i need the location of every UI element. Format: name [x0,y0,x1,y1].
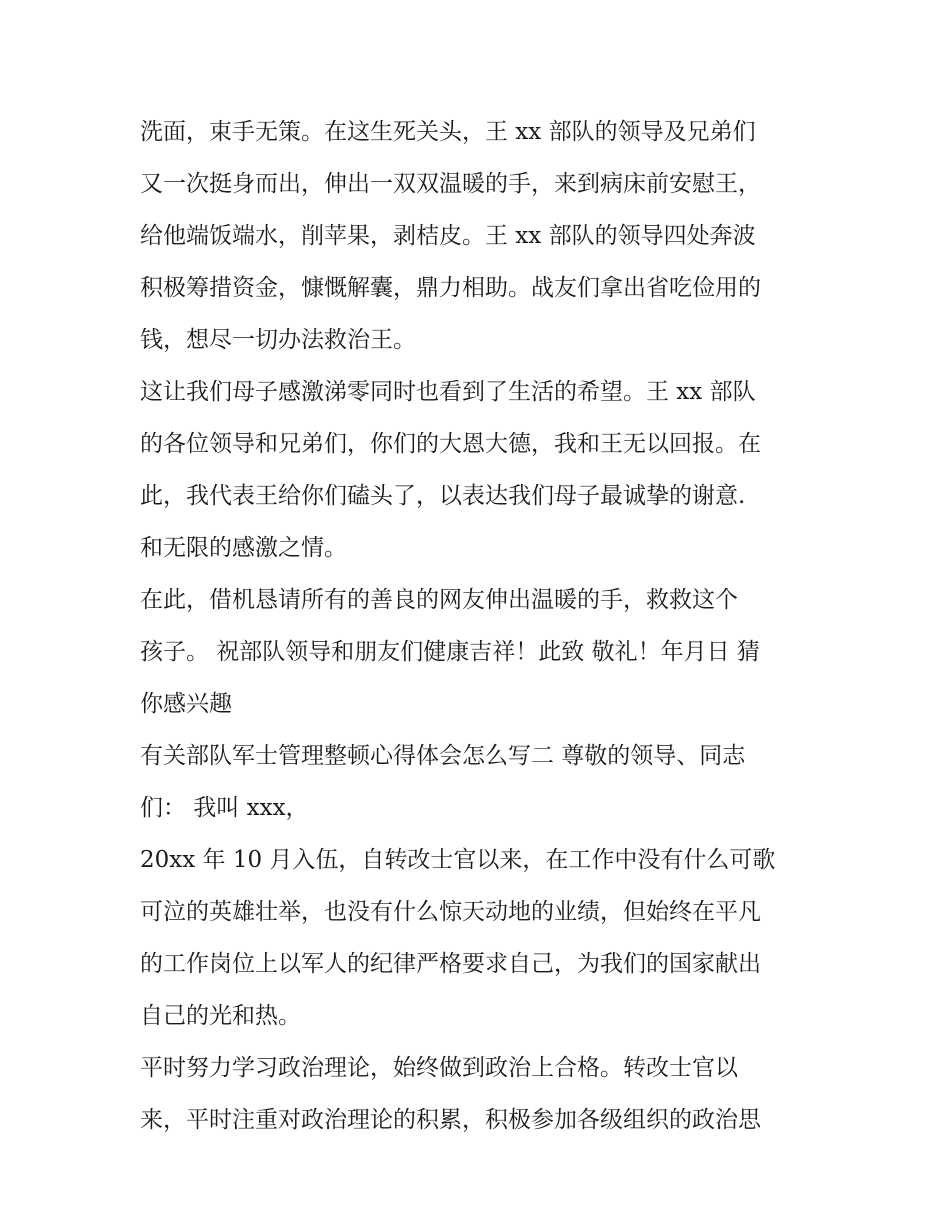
text-line: 平时努力学习政治理论，始终做到政治上合格。转改士官以 [140,1055,738,1081]
text-line: 可泣的英雄壮举，也没有什么惊天动地的业绩，但始终在平凡 [140,899,761,925]
text-line: 的工作岗位上以军人的纪律严格要求自己，为我们的国家献出 [140,951,761,977]
text-line: 来，平时注重对政治理论的积累，积极参加各级组织的政治思 [140,1107,761,1133]
text-line: 20xx 年 10 月入伍，自转改士官以来，在工作中没有什么可歌 [140,847,776,873]
text-line: 和无限的感激之情。 [140,535,347,561]
text-line: 此，我代表王给你们磕头了，以表达我们母子最诚挚的谢意. [140,483,746,509]
text-line: 自己的光和热。 [140,1003,301,1029]
text-line: 你感兴趣 [140,691,232,717]
text-line: 们： 我叫 xxx， [140,795,309,821]
text-line: 在此，借机恳请所有的善良的网友伸出温暖的手，救救这个 [140,587,738,613]
text-line: 的各位领导和兄弟们，你们的大恩大德，我和王无以回报。在 [140,431,761,457]
text-line: 又一次挺身而出，伸出一双双温暖的手，来到病床前安慰王， [140,171,761,197]
body-text [140,106,820,1146]
text-line: 这让我们母子感激涕零同时也看到了生活的希望。王 xx 部队 [140,379,756,405]
text-line: 钱，想尽一切办法救治王。 [140,327,416,353]
text-line: 孩子。 祝部队领导和朋友们健康吉祥！此致 敬礼！年月日 猜 [140,639,760,665]
text-line: 有关部队军士管理整顿心得体会怎么写二 尊敬的领导、同志 [140,743,746,769]
text-line: 积极筹措资金，慷慨解囊，鼎力相助。战友们拿出省吃俭用的 [140,275,761,301]
text-line: 洗面，束手无策。在这生死关头，王 xx 部队的领导及兄弟们 [140,119,756,145]
text-line: 给他端饭端水，削苹果，剥桔皮。王 xx 部队的领导四处奔波 [140,223,756,249]
